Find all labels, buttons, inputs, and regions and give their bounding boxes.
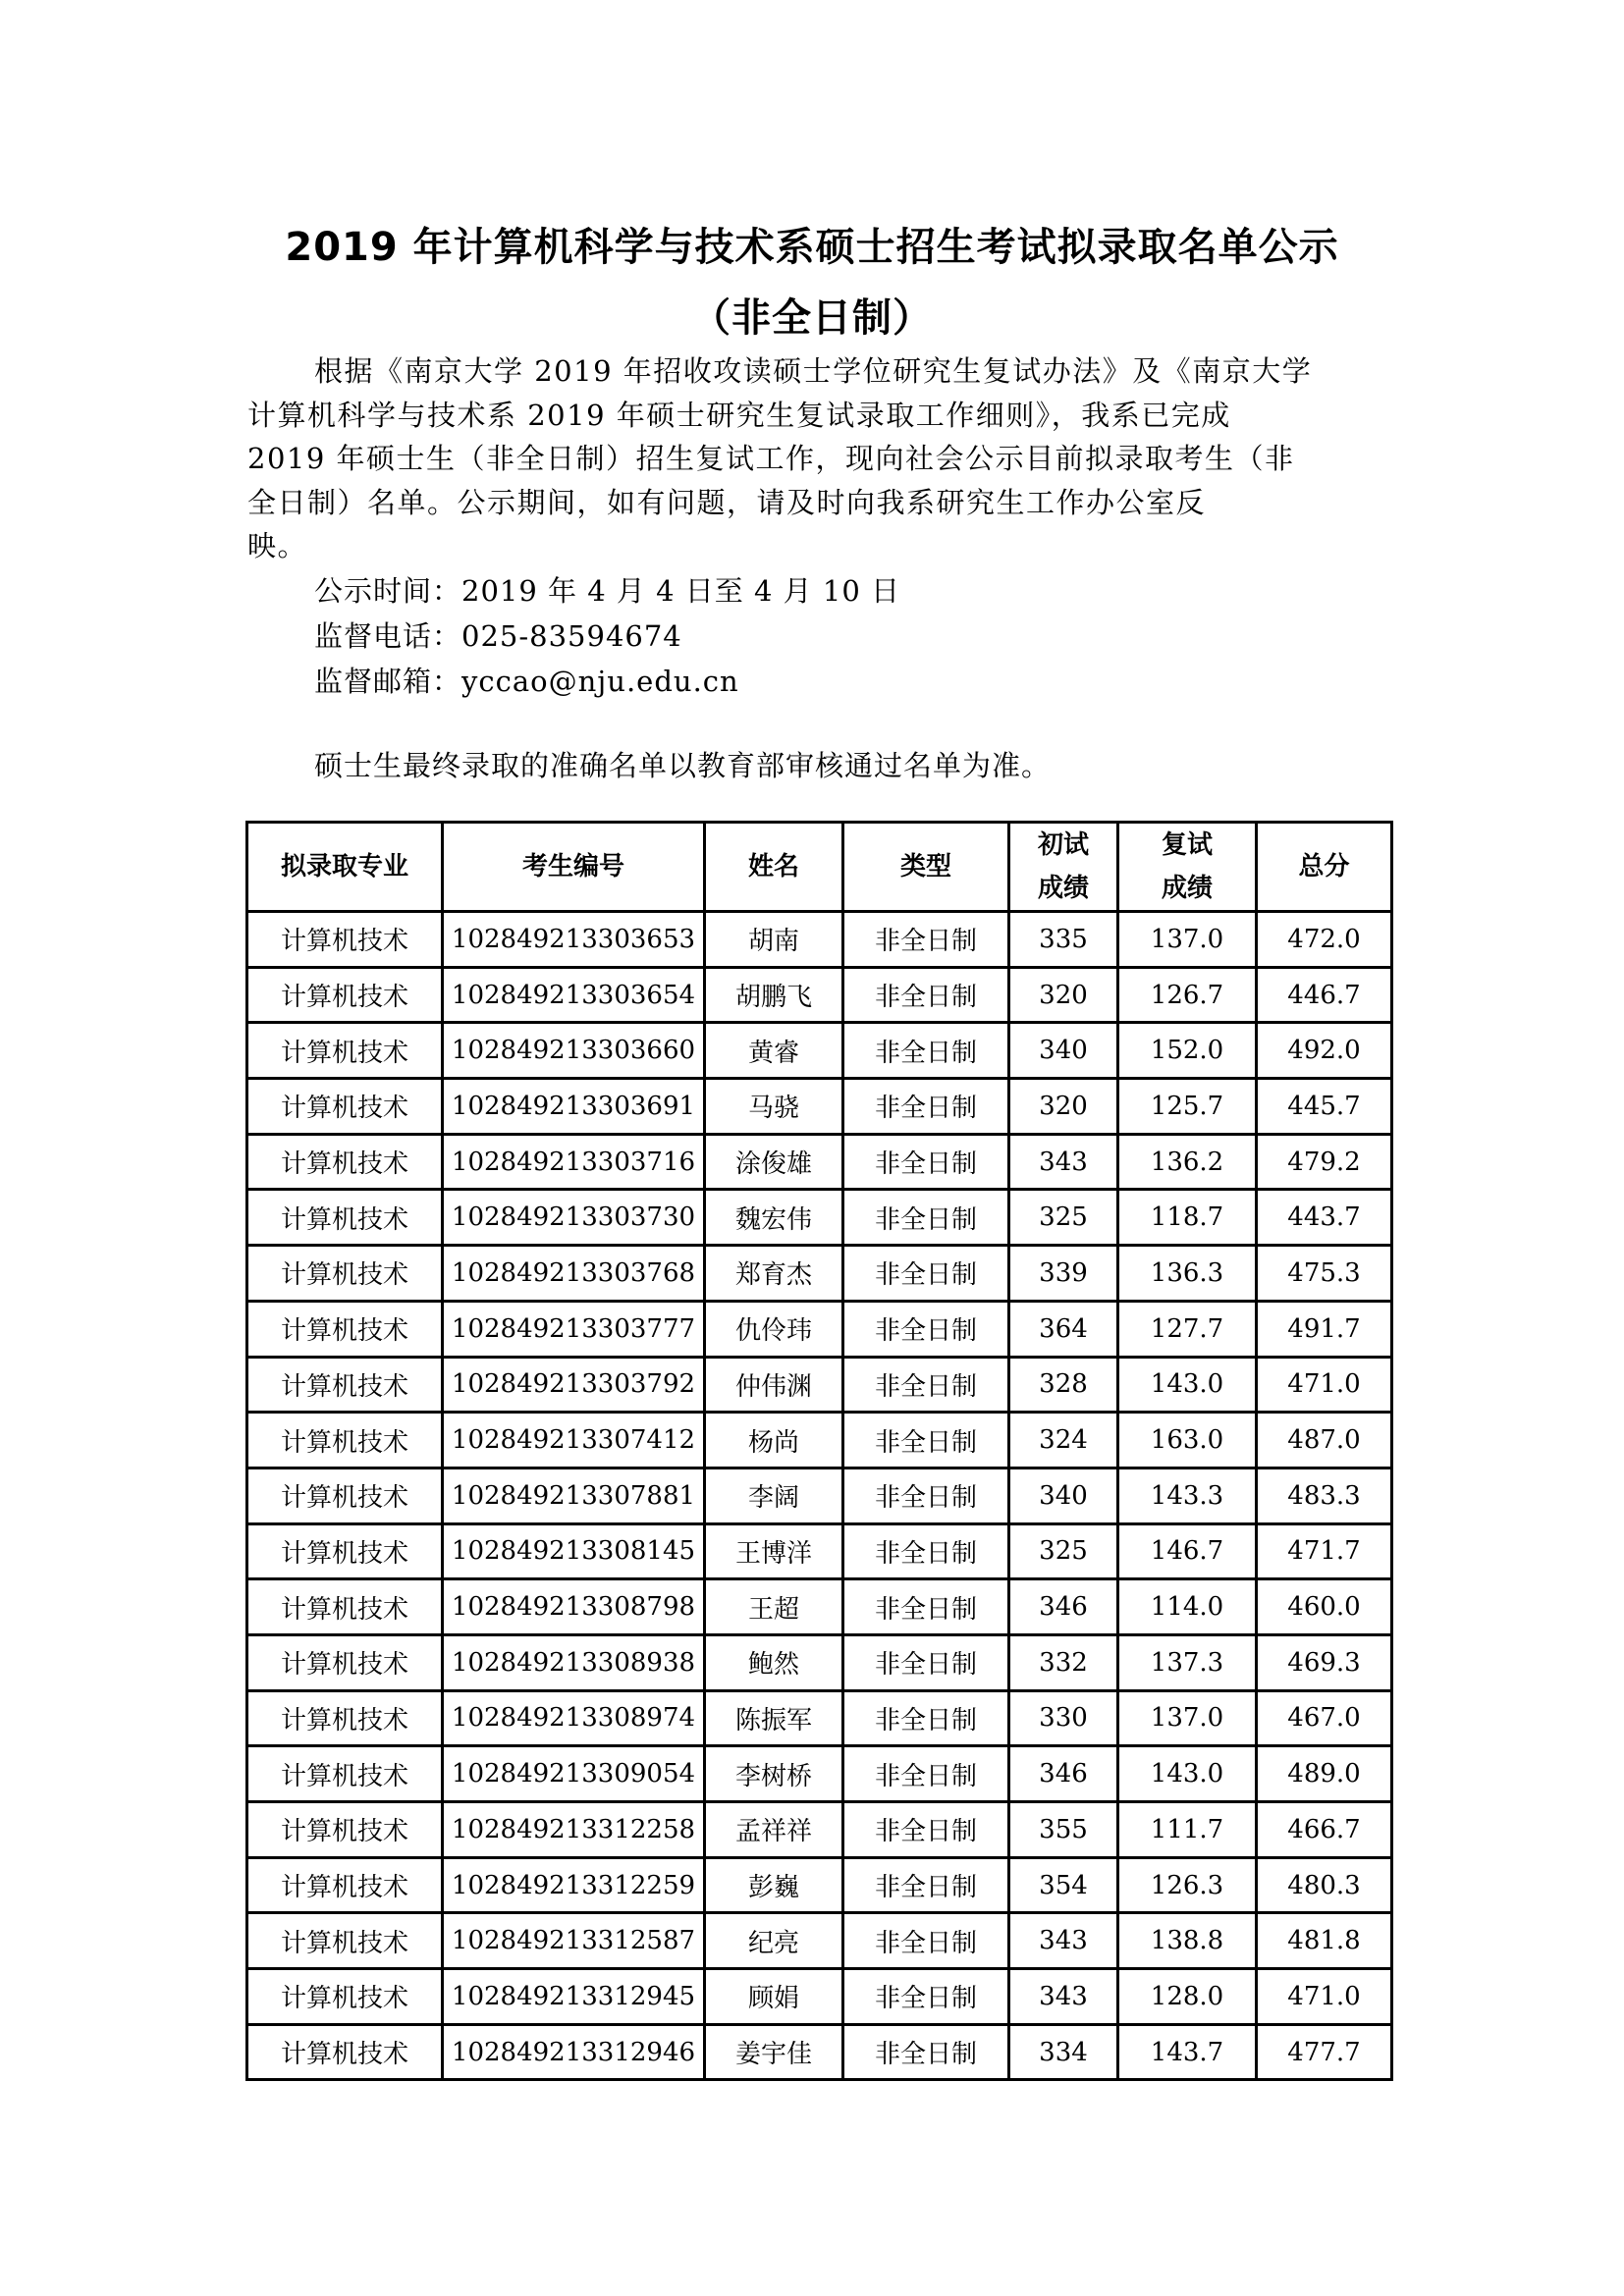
cell-candidate-id: 102849213303716 [443,1134,705,1190]
cell-candidate-id: 102849213309054 [443,1746,705,1802]
cell-prelim-score: 328 [1009,1357,1118,1413]
cell-major: 计算机技术 [247,1523,443,1579]
cell-total: 492.0 [1257,1023,1392,1079]
cell-candidate-id: 102849213303660 [443,1023,705,1079]
cell-major: 计算机技术 [247,912,443,968]
table-row [247,1913,1392,1969]
cell-total: 491.7 [1257,1301,1392,1357]
header-candidate-id: 考生编号 [443,823,705,912]
cell-name: 李树桥 [705,1746,843,1802]
cell-candidate-id: 102849213307412 [443,1413,705,1468]
cell-name: 仇伶玮 [705,1301,843,1357]
cell-retest-score: 143.3 [1118,1468,1257,1523]
cell-prelim-score: 325 [1009,1523,1118,1579]
cell-type: 非全日制 [843,1413,1009,1468]
paragraph-line: 全日制）名单。公示期间，如有问题，请及时向我系研究生工作办公室反 [247,485,1207,519]
cell-name: 魏宏伟 [705,1190,843,1246]
cell-type: 非全日制 [843,1357,1009,1413]
cell-type: 非全日制 [843,1969,1009,2025]
cell-name: 仲伟渊 [705,1357,843,1413]
cell-name: 彭巍 [705,1857,843,1913]
admission-list-table [245,821,1393,2081]
cell-name: 郑育杰 [705,1246,843,1302]
paragraph-line: 映。 [247,529,308,562]
cell-type: 非全日制 [843,1134,1009,1190]
table-row [247,1357,1392,1413]
cell-major: 计算机技术 [247,1579,443,1635]
header-name: 姓名 [705,823,843,912]
cell-prelim-score: 332 [1009,1634,1118,1690]
final-list-note: 硕士生最终录取的准确名单以教育部审核通过名单为准。 [314,749,1052,782]
cell-candidate-id: 102849213303777 [443,1301,705,1357]
cell-major: 计算机技术 [247,1079,443,1135]
cell-candidate-id: 102849213303768 [443,1246,705,1302]
cell-type: 非全日制 [843,1857,1009,1913]
cell-retest-score: 126.3 [1118,1857,1257,1913]
cell-candidate-id: 102849213303691 [443,1079,705,1135]
cell-name: 马骁 [705,1079,843,1135]
cell-total: 467.0 [1257,1690,1392,1746]
cell-name: 王博洋 [705,1523,843,1579]
cell-major: 计算机技术 [247,1468,443,1523]
header-prelim-line1: 初试 [1037,830,1089,860]
cell-prelim-score: 340 [1009,1023,1118,1079]
supervision-email: 监督邮箱：yccao@nju.edu.cn [314,665,739,698]
cell-prelim-score: 343 [1009,1913,1118,1969]
cell-name: 顾娟 [705,1969,843,2025]
cell-prelim-score: 355 [1009,1802,1118,1858]
cell-candidate-id: 102849213312946 [443,2024,705,2080]
cell-candidate-id: 102849213307881 [443,1468,705,1523]
cell-major: 计算机技术 [247,1246,443,1302]
cell-type: 非全日制 [843,912,1009,968]
cell-major: 计算机技术 [247,1913,443,1969]
cell-total: 481.8 [1257,1913,1392,1969]
cell-retest-score: 111.7 [1118,1802,1257,1858]
cell-total: 445.7 [1257,1079,1392,1135]
cell-type: 非全日制 [843,1523,1009,1579]
table-row [247,1523,1392,1579]
cell-name: 李阔 [705,1468,843,1523]
cell-candidate-id: 102849213312587 [443,1913,705,1969]
cell-total: 483.3 [1257,1468,1392,1523]
cell-major: 计算机技术 [247,1301,443,1357]
table-row [247,1746,1392,1802]
cell-major: 计算机技术 [247,1413,443,1468]
header-major: 拟录取专业 [247,823,443,912]
header-prelim-score [1009,823,1118,912]
cell-retest-score: 137.3 [1118,1634,1257,1690]
table-row [247,1468,1392,1523]
cell-total: 487.0 [1257,1413,1392,1468]
cell-type: 非全日制 [843,1301,1009,1357]
cell-name: 胡南 [705,912,843,968]
cell-retest-score: 138.8 [1118,1913,1257,1969]
cell-total: 480.3 [1257,1857,1392,1913]
paragraph-line: 计算机科学与技术系 2019 年硕士研究生复试录取工作细则》，我系已完成 [247,398,1231,432]
cell-retest-score: 125.7 [1118,1079,1257,1135]
cell-major: 计算机技术 [247,1190,443,1246]
table-row [247,1802,1392,1858]
cell-retest-score: 143.7 [1118,2024,1257,2080]
cell-type: 非全日制 [843,967,1009,1023]
cell-total: 479.2 [1257,1134,1392,1190]
header-retest-line2: 成绩 [1161,874,1213,903]
cell-prelim-score: 325 [1009,1190,1118,1246]
cell-candidate-id: 102849213312258 [443,1802,705,1858]
cell-type: 非全日制 [843,1190,1009,1246]
cell-total: 475.3 [1257,1246,1392,1302]
table-row [247,1857,1392,1913]
table-row [247,1634,1392,1690]
table-row [247,1301,1392,1357]
cell-prelim-score: 364 [1009,1301,1118,1357]
table-row [247,967,1392,1023]
cell-retest-score: 126.7 [1118,967,1257,1023]
cell-name: 黄睿 [705,1023,843,1079]
cell-prelim-score: 340 [1009,1468,1118,1523]
cell-candidate-id: 102849213308145 [443,1523,705,1579]
header-type: 类型 [843,823,1009,912]
cell-type: 非全日制 [843,1246,1009,1302]
cell-prelim-score: 354 [1009,1857,1118,1913]
table-row [247,2024,1392,2080]
cell-name: 王超 [705,1579,843,1635]
cell-major: 计算机技术 [247,1802,443,1858]
cell-name: 孟祥祥 [705,1802,843,1858]
document-subtitle: （非全日制） [691,295,933,341]
cell-type: 非全日制 [843,1468,1009,1523]
cell-major: 计算机技术 [247,1746,443,1802]
cell-prelim-score: 343 [1009,1134,1118,1190]
cell-name: 姜宇佳 [705,2024,843,2080]
table-row [247,1023,1392,1079]
cell-candidate-id: 102849213308938 [443,1634,705,1690]
cell-type: 非全日制 [843,1079,1009,1135]
cell-total: 443.7 [1257,1190,1392,1246]
cell-total: 489.0 [1257,1746,1392,1802]
cell-major: 计算机技术 [247,1134,443,1190]
cell-retest-score: 163.0 [1118,1413,1257,1468]
cell-major: 计算机技术 [247,1634,443,1690]
cell-type: 非全日制 [843,1579,1009,1635]
cell-retest-score: 143.0 [1118,1357,1257,1413]
cell-prelim-score: 334 [1009,2024,1118,2080]
cell-prelim-score: 320 [1009,1079,1118,1135]
cell-retest-score: 143.0 [1118,1746,1257,1802]
cell-retest-score: 136.2 [1118,1134,1257,1190]
cell-retest-score: 137.0 [1118,912,1257,968]
cell-major: 计算机技术 [247,967,443,1023]
cell-type: 非全日制 [843,1913,1009,1969]
header-retest-line1: 复试 [1161,830,1213,860]
cell-type: 非全日制 [843,1690,1009,1746]
cell-type: 非全日制 [843,1634,1009,1690]
cell-prelim-score: 324 [1009,1413,1118,1468]
cell-candidate-id: 102849213308974 [443,1690,705,1746]
document-title: 2019 年计算机科学与技术系硕士招生考试拟录取名单公示 [285,225,1339,270]
table-row [247,912,1392,968]
cell-name: 杨尚 [705,1413,843,1468]
header-retest-score [1118,823,1257,912]
header-prelim-line2: 成绩 [1037,874,1089,903]
cell-total: 466.7 [1257,1802,1392,1858]
supervision-phone: 监督电话：025-83594674 [314,619,682,653]
cell-name: 胡鹏飞 [705,967,843,1023]
cell-total: 471.0 [1257,1357,1392,1413]
cell-retest-score: 146.7 [1118,1523,1257,1579]
cell-total: 446.7 [1257,967,1392,1023]
cell-prelim-score: 346 [1009,1579,1118,1635]
cell-type: 非全日制 [843,1746,1009,1802]
cell-name: 涂俊雄 [705,1134,843,1190]
cell-prelim-score: 346 [1009,1746,1118,1802]
table-row [247,1246,1392,1302]
cell-total: 477.7 [1257,2024,1392,2080]
table-header-row [247,823,1392,912]
intro-paragraph [247,349,1386,568]
cell-retest-score: 152.0 [1118,1023,1257,1079]
cell-total: 471.0 [1257,1969,1392,2025]
table-row [247,1079,1392,1135]
paragraph-line: 根据《南京大学 2019 年招收攻读硕士学位研究生复试办法》及《南京大学 [314,354,1313,388]
cell-retest-score: 128.0 [1118,1969,1257,2025]
cell-candidate-id: 102849213303653 [443,912,705,968]
cell-retest-score: 118.7 [1118,1190,1257,1246]
cell-total: 472.0 [1257,912,1392,968]
cell-candidate-id: 102849213312259 [443,1857,705,1913]
table-row [247,1190,1392,1246]
table-row [247,1413,1392,1468]
cell-major: 计算机技术 [247,2024,443,2080]
table-row [247,1969,1392,2025]
cell-prelim-score: 335 [1009,912,1118,968]
cell-candidate-id: 102849213303792 [443,1357,705,1413]
cell-type: 非全日制 [843,1023,1009,1079]
cell-name: 鲍然 [705,1634,843,1690]
cell-prelim-score: 330 [1009,1690,1118,1746]
cell-candidate-id: 102849213308798 [443,1579,705,1635]
cell-total: 471.7 [1257,1523,1392,1579]
cell-prelim-score: 339 [1009,1246,1118,1302]
cell-retest-score: 127.7 [1118,1301,1257,1357]
cell-name: 纪亮 [705,1913,843,1969]
table-row [247,1134,1392,1190]
cell-retest-score: 136.3 [1118,1246,1257,1302]
cell-major: 计算机技术 [247,1357,443,1413]
cell-major: 计算机技术 [247,1969,443,2025]
cell-major: 计算机技术 [247,1023,443,1079]
table-row [247,1690,1392,1746]
cell-type: 非全日制 [843,2024,1009,2080]
cell-total: 460.0 [1257,1579,1392,1635]
cell-retest-score: 137.0 [1118,1690,1257,1746]
cell-candidate-id: 102849213303654 [443,967,705,1023]
publicity-period: 公示时间：2019 年 4 月 4 日至 4 月 10 日 [314,574,901,608]
table-row [247,1579,1392,1635]
paragraph-line: 2019 年硕士生（非全日制）招生复试工作，现向社会公示目前拟录取考生（非 [247,442,1295,475]
header-total: 总分 [1257,823,1392,912]
cell-name: 陈振军 [705,1690,843,1746]
cell-candidate-id: 102849213303730 [443,1190,705,1246]
cell-prelim-score: 343 [1009,1969,1118,2025]
cell-candidate-id: 102849213312945 [443,1969,705,2025]
cell-major: 计算机技术 [247,1690,443,1746]
cell-prelim-score: 320 [1009,967,1118,1023]
cell-major: 计算机技术 [247,1857,443,1913]
cell-total: 469.3 [1257,1634,1392,1690]
cell-retest-score: 114.0 [1118,1579,1257,1635]
cell-type: 非全日制 [843,1802,1009,1858]
